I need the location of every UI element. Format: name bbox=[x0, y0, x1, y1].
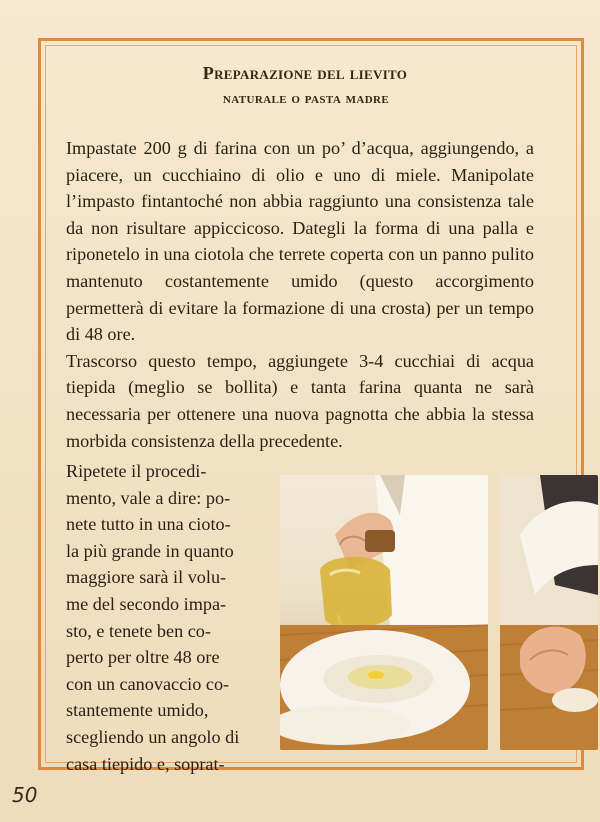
section-title-line2: naturale o pasta madre bbox=[222, 90, 390, 107]
side-line: stantemente umido, bbox=[66, 700, 209, 721]
side-line: maggiore sarà il volu- bbox=[66, 567, 227, 588]
section-title-line1: Preparazione del lievito bbox=[202, 63, 408, 83]
paragraph-1: Impastate 200 g di farina con un po’ d’acqua, aggiungendo, a piacere, un cucchiaino di olio e uno di miele. Manipolate l’impasto fintantoché non abbia raggiunto una consistenza tale da non risultare appiccicoso. Dategli la forma di una palla e riponetelo in una ciotola che terrete coperta con un panno pulito mantenuto costantemente umido (questo accorgimento permetterà di evitare la formazione di una crosta) per un tempo di 48 ore. bbox=[66, 138, 534, 345]
page-number: 50 bbox=[12, 783, 38, 807]
photo-pouring-oil-illustration bbox=[280, 475, 488, 750]
side-line: sto, e tenete ben co- bbox=[66, 620, 211, 641]
side-line: perto per oltre 48 ore bbox=[66, 647, 220, 668]
side-line: me del secondo impa- bbox=[66, 593, 227, 614]
side-line: mento, vale a dire: po- bbox=[66, 487, 231, 508]
side-text-column bbox=[66, 458, 264, 777]
side-line: la più grande in quanto bbox=[66, 540, 234, 561]
section-title bbox=[0, 60, 600, 112]
side-line: scegliendo un angolo di bbox=[66, 726, 240, 747]
side-line: nete tutto in una cioto- bbox=[66, 514, 231, 535]
side-line: Ripetete il procedi- bbox=[66, 461, 207, 481]
main-text bbox=[66, 135, 534, 454]
side-line: con un canovaccio co- bbox=[66, 673, 230, 694]
paragraph-2: Trascorso questo tempo, aggiungete 3-4 cucchiai di acqua tiepida (meglio se bollita) e tanta farina quanta ne sarà necessaria per ottenere una nuova pagnotta che abbia la stessa morbida consistenza della precedente. bbox=[66, 350, 534, 451]
photo-kneading-dough bbox=[500, 475, 598, 750]
photo-kneading-illustration bbox=[500, 475, 598, 750]
side-line: casa tiepido e, soprat- bbox=[66, 753, 225, 774]
photo-pouring-oil-on-flour bbox=[280, 475, 488, 750]
